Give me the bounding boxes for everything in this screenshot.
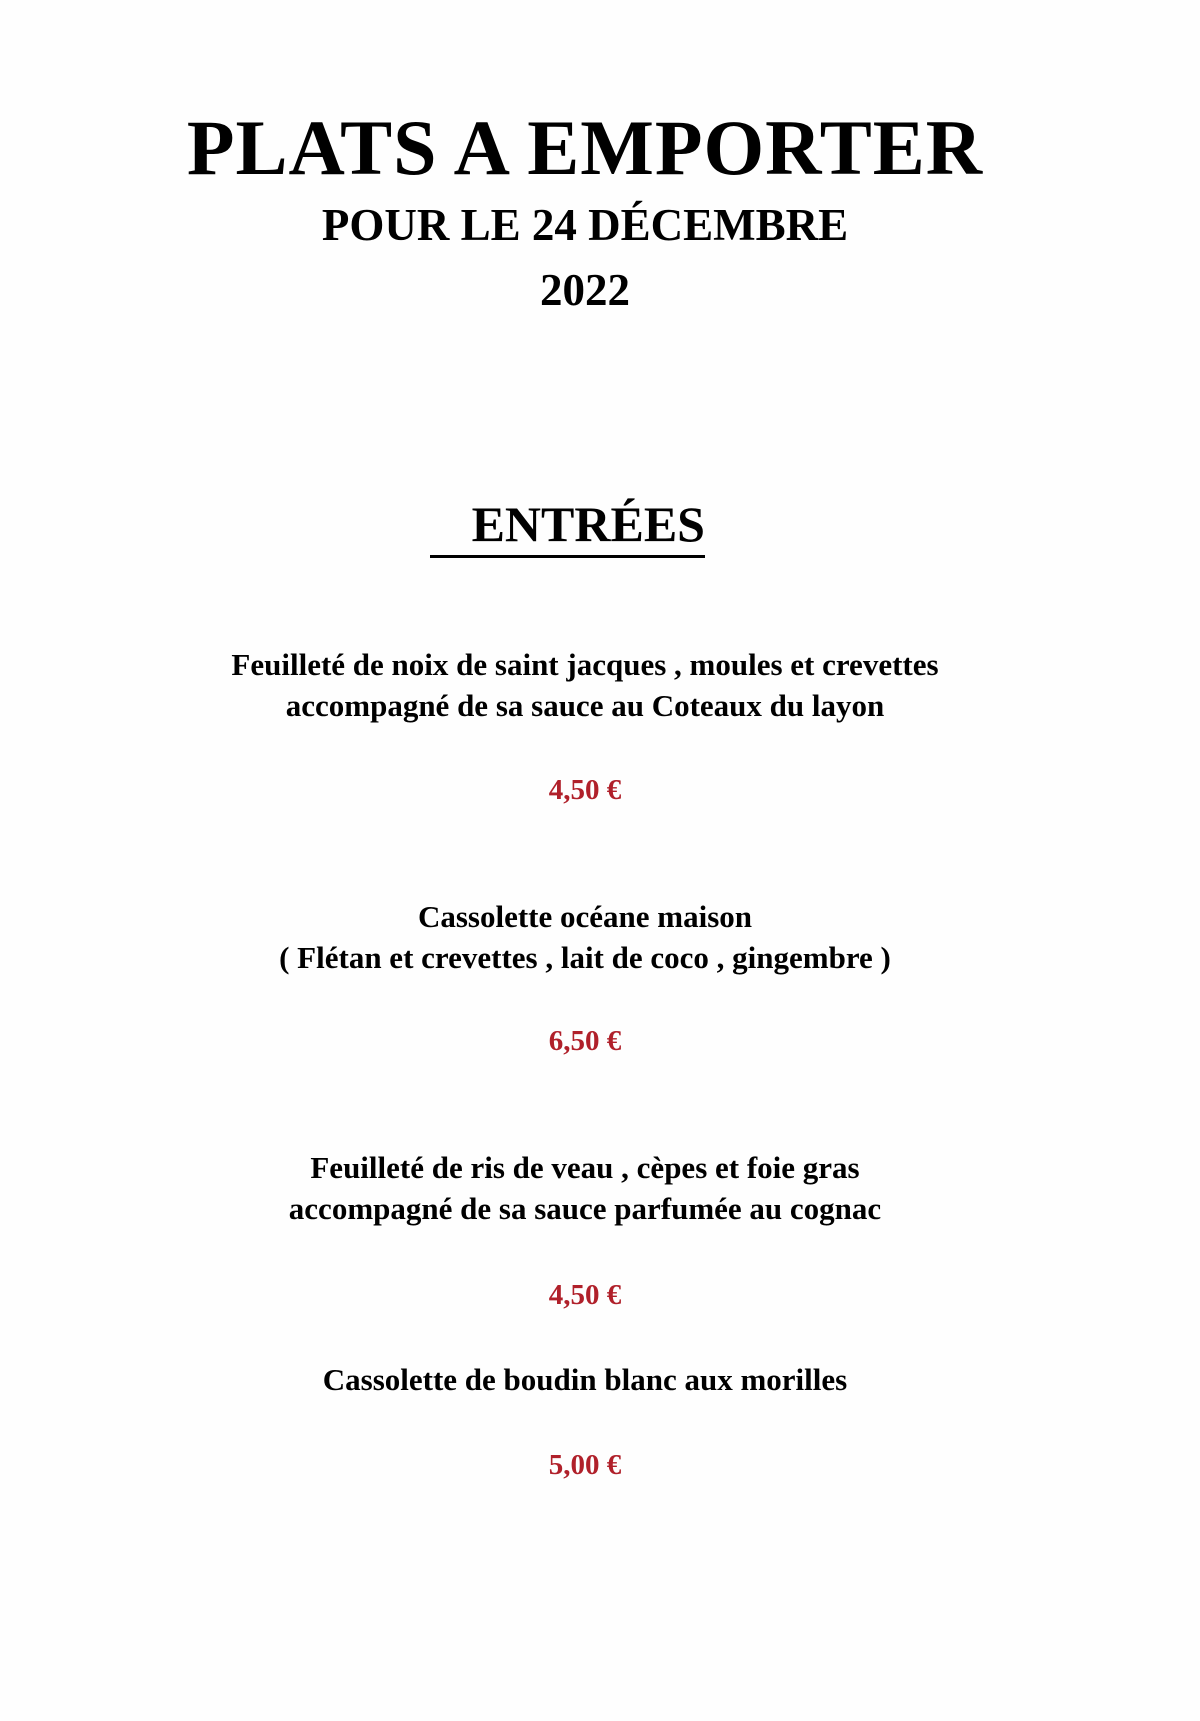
dish-item xyxy=(0,644,1200,726)
dish-description-line: Cassolette de boudin blanc aux morilles xyxy=(322,1362,848,1397)
dish-description-line: accompagné de sa sauce parfumée au cognac xyxy=(288,1191,882,1226)
dish-item xyxy=(0,896,1200,978)
dish-description-line: ( Flétan et crevettes , lait de coco , gingembre ) xyxy=(279,940,891,975)
dish-description-line: Cassolette océane maison xyxy=(417,899,753,934)
section-heading-entrees: ENTRÉES xyxy=(430,495,705,558)
dish-item xyxy=(0,1359,1200,1400)
page-title: PLATS A EMPORTER xyxy=(186,104,984,191)
dish-price: 4,50 € xyxy=(548,1279,622,1311)
page-subtitle: POUR LE 24 DÉCEMBRE xyxy=(321,200,849,250)
dish-description-line: Feuilleté de noix de saint jacques , moules et crevettes xyxy=(231,647,939,682)
dish-description-line: Feuilleté de ris de veau , cèpes et foie gras xyxy=(310,1150,860,1185)
dish-price: 5,00 € xyxy=(548,1449,622,1481)
dish-price: 4,50 € xyxy=(548,774,622,806)
dish-description-line: accompagné de sa sauce au Coteaux du layon xyxy=(285,688,885,723)
dish-item xyxy=(0,1147,1200,1229)
dish-price: 6,50 € xyxy=(548,1025,622,1057)
page-year: 2022 xyxy=(540,265,630,315)
